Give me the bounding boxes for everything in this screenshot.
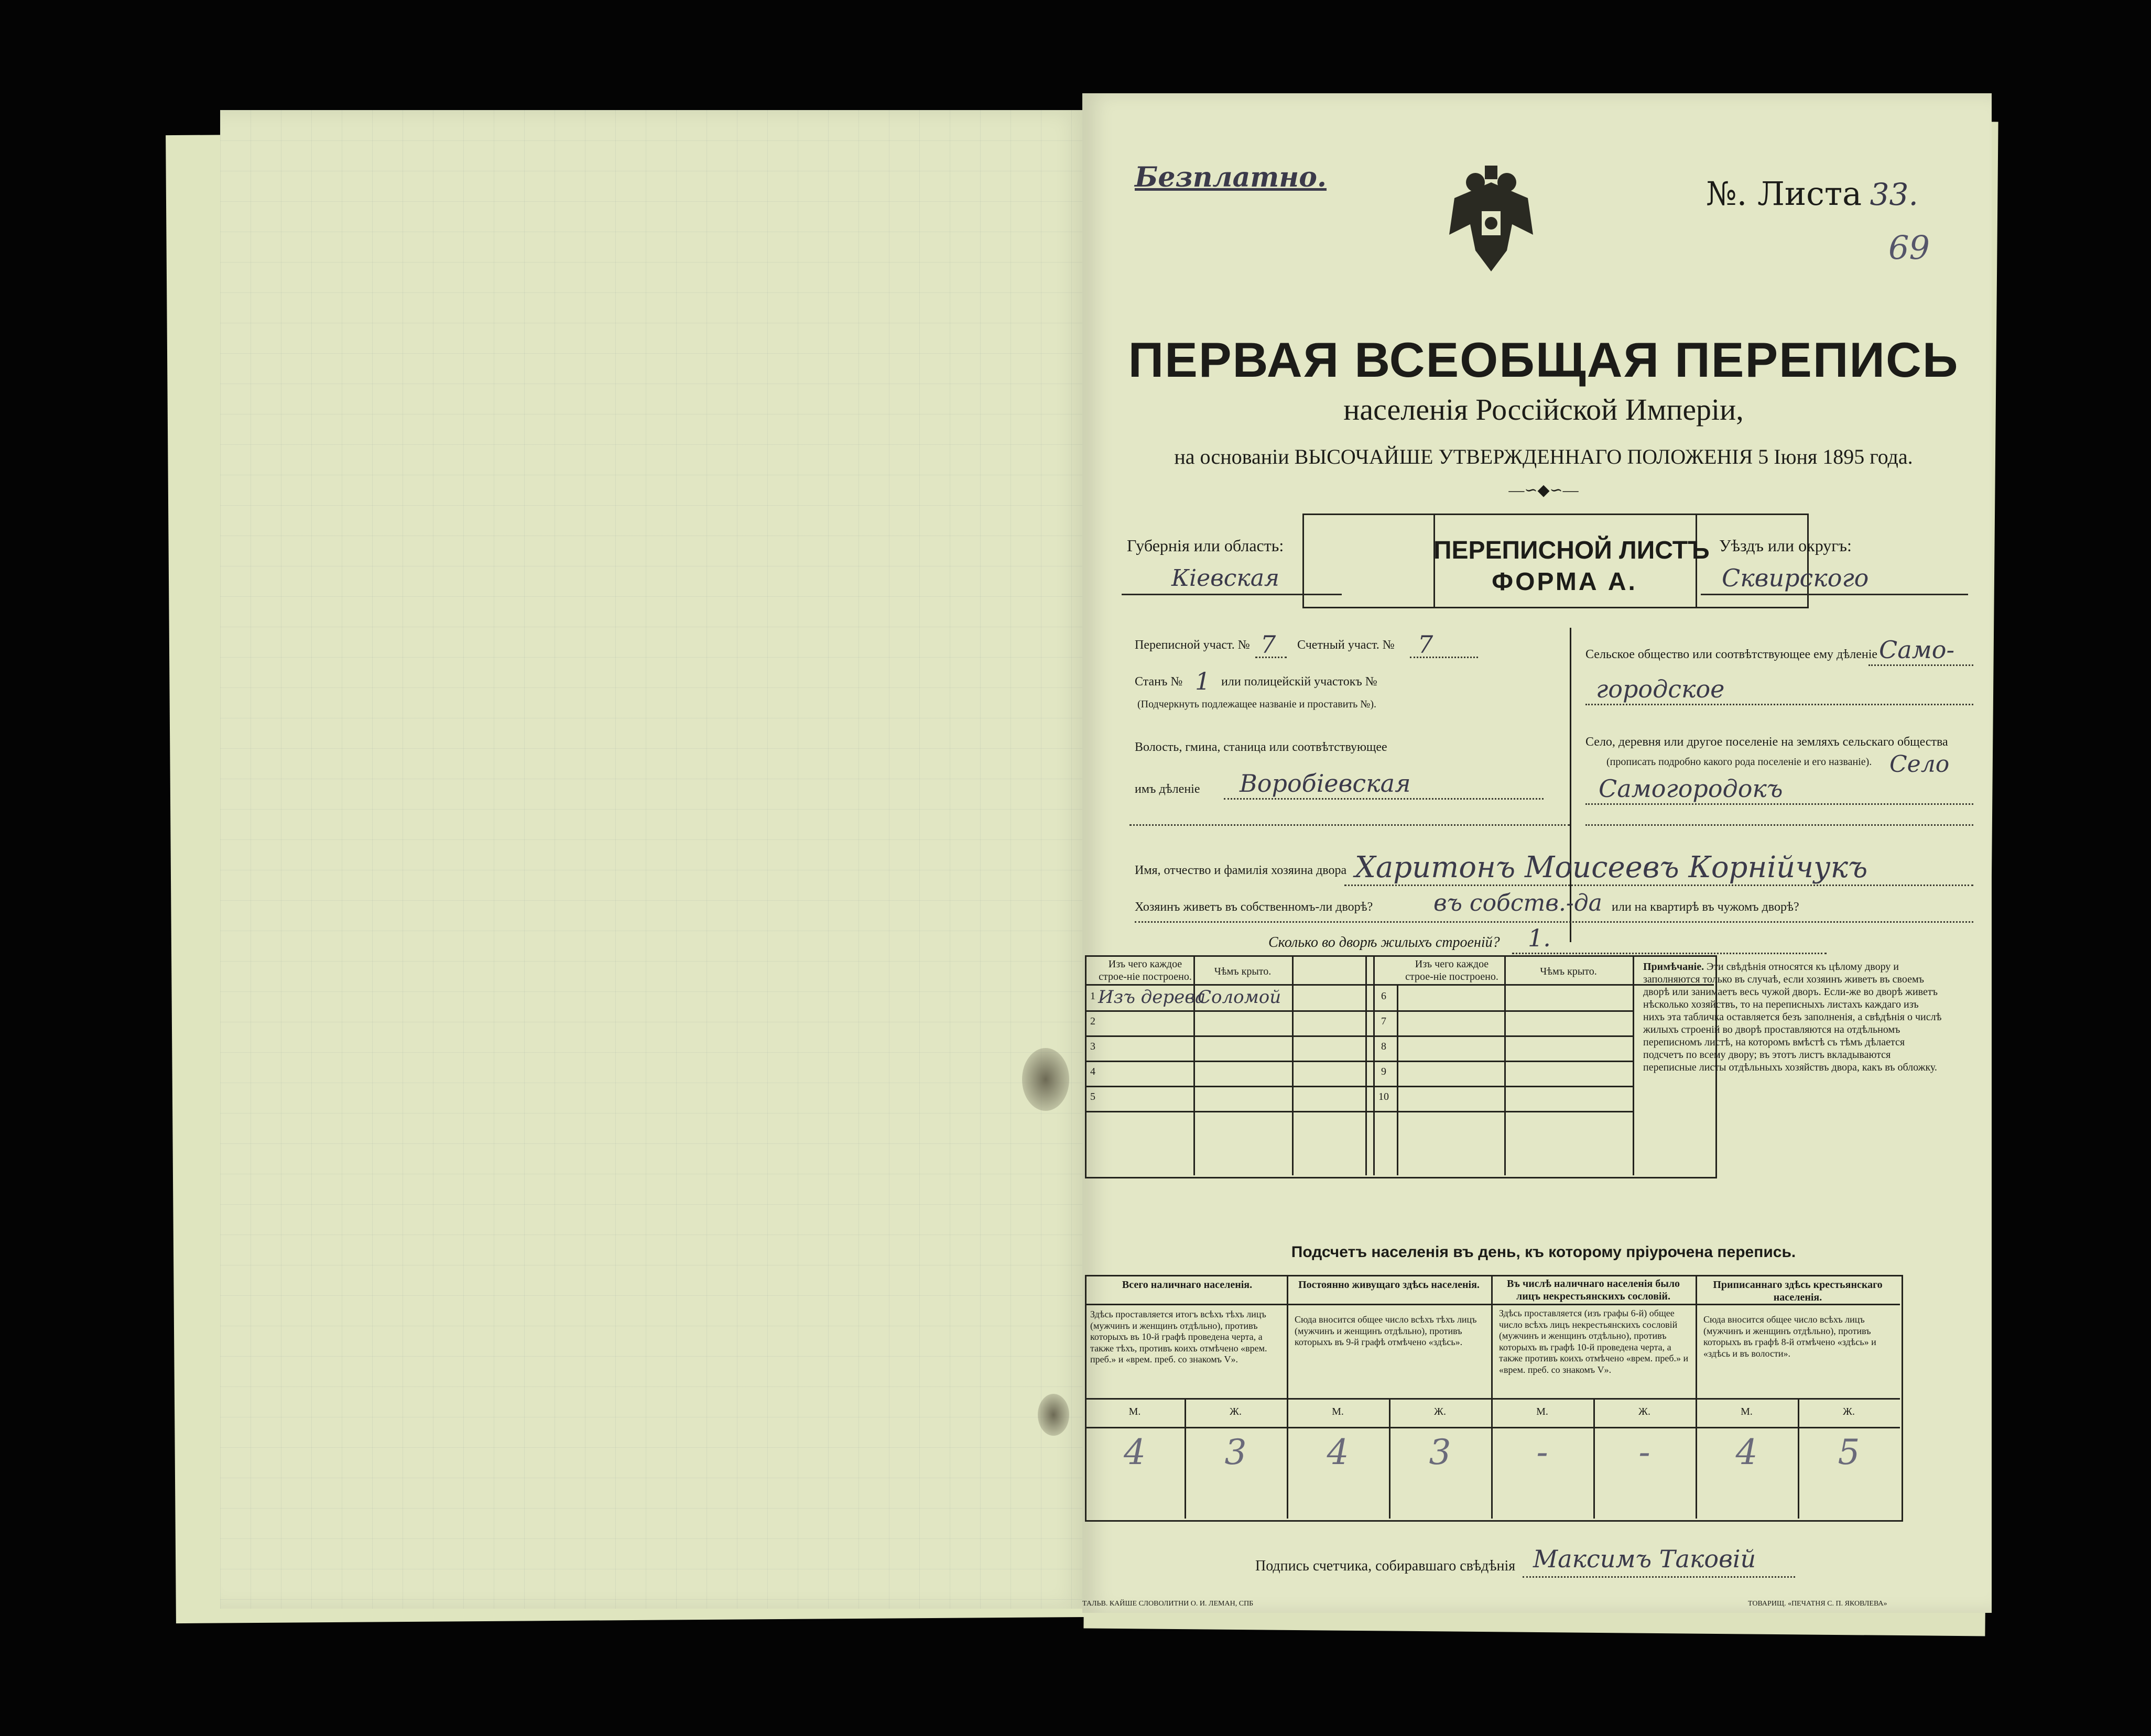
stan-value: 1: [1195, 667, 1211, 695]
col-material-header-2: Изъ чего каждое строе-ніе построено.: [1405, 958, 1498, 982]
count-col-f-label: Ж.: [1230, 1406, 1242, 1417]
sheet-number-label: №. Листа: [1706, 174, 1862, 213]
gubernia-underline: [1122, 594, 1342, 595]
count-area-label: Счетный участ. №: [1297, 638, 1395, 652]
uezd-value: Сквирского: [1722, 564, 1869, 592]
count-table-title: Подсчетъ населенія въ день, къ которому пріурочена перепись.: [1291, 1243, 1796, 1261]
table-row-num: 8: [1381, 1041, 1386, 1052]
table-rule: [1287, 1275, 1288, 1519]
coat-of-arms-icon: [1444, 161, 1538, 277]
table-row-num: 6: [1381, 990, 1386, 1002]
owner-label: Имя, отчество и фамилія хозяина двора: [1135, 864, 1347, 877]
count-col-desc-nonpeasant: Здѣсь проставляется (изъ графы 6-й) общее число всѣхъ лицъ некрестьянскихъ сословій (мужчинъ и женщинъ отдѣльно), противъ которыхъ въ графѣ 10-й проведена черта, а также противъ коихъ отмѣчено «врем. преб.» и «врем. преб. со знакомъ V».: [1499, 1308, 1689, 1375]
buildings-value: 1.: [1528, 924, 1551, 952]
rural-society-value-2: городское: [1596, 675, 1725, 703]
count-col-f-label: Ж.: [1843, 1406, 1855, 1417]
table-rule: [1696, 1275, 1697, 1519]
count-col-f-label: Ж.: [1434, 1406, 1446, 1417]
table-rule: [1085, 1086, 1633, 1087]
count-value-nonpeasant-f: -: [1638, 1432, 1650, 1472]
uezd-label: Уѣздъ или округъ:: [1719, 536, 1852, 555]
table-rule: [1085, 1427, 1900, 1428]
stan-note: (Подчеркнуть подлежащее названіе и проставить №).: [1137, 698, 1376, 710]
table-rule: [1633, 955, 1634, 1175]
underline: [1585, 803, 1973, 805]
count-value-nonpeasant-m: -: [1536, 1432, 1548, 1472]
table-rule: [1504, 955, 1506, 1175]
printer-right: ТОВАРИЩ. «ПЕЧАТНЯ С. П. ЯКОВЛЕВА»: [1748, 1600, 1887, 1608]
underline: [1224, 798, 1544, 800]
table-row-num: 9: [1381, 1066, 1386, 1077]
free-label: Безплатно.: [1135, 161, 1327, 193]
uezd-underline: [1701, 594, 1968, 595]
table-cell-material: Изъ дерева: [1098, 987, 1206, 1008]
count-col-head-total: Всего наличнаго населенія.: [1122, 1279, 1253, 1291]
table-row-num: 2: [1090, 1016, 1095, 1027]
table-row-num: 3: [1090, 1041, 1095, 1052]
table-row-num: 4: [1090, 1066, 1095, 1077]
underline: [1344, 885, 1973, 886]
col-roof-header-2: Чѣмъ крыто.: [1540, 966, 1597, 977]
count-value-registered-f: 5: [1838, 1432, 1860, 1472]
owner-value: Харитонъ Моисеевъ Корнійчукъ: [1355, 850, 1868, 885]
count-col-desc-total: Здѣсь проставляется итогъ всѣхъ тѣхъ лицъ (мужчинъ и женщинъ отдѣльно), противъ которыхъ въ 10-й графѣ проведена черта, а также тѣхъ, противъ коихъ отмѣчено «врем. преб.» и «врем. преб. со знакомъ V».: [1090, 1309, 1267, 1365]
signature-label: Подпись счетчика, собиравшаго свѣдѣнія: [1255, 1558, 1516, 1574]
owns-value: въ собств.-да: [1433, 890, 1602, 916]
underline: [1585, 704, 1973, 705]
table-rule: [1292, 955, 1294, 1175]
table-rule: [1085, 1035, 1633, 1037]
table-row-num: 10: [1378, 1091, 1389, 1102]
stain: [1038, 1394, 1069, 1436]
underline: [1868, 664, 1973, 666]
count-col-m-label: М.: [1128, 1406, 1141, 1417]
count-area-value: 7: [1418, 630, 1433, 659]
count-value-total-m: 4: [1124, 1432, 1146, 1472]
count-col-head-permanent: Постоянно живущаго здѣсь населенія.: [1298, 1279, 1480, 1291]
underline: [1129, 824, 1570, 826]
table-rule: [1373, 955, 1375, 1175]
stan-label: Станъ №: [1135, 675, 1183, 689]
volost-label-2: имъ дѣленіе: [1135, 782, 1200, 796]
gubernia-value: Кіевская: [1171, 565, 1280, 592]
count-value-registered-m: 4: [1735, 1432, 1758, 1472]
gubernia-label: Губернія или область:: [1127, 536, 1284, 555]
table-row-num: 1: [1090, 990, 1095, 1002]
village-label: Село, деревня или другое поселеніе на земляхъ сельскаго общества: [1585, 735, 1948, 749]
village-value-2: Самогородокъ: [1599, 774, 1783, 803]
sheet-number-value: 33.: [1870, 177, 1918, 212]
page-subtitle: населенія Россійской Имперіи,: [1343, 392, 1744, 427]
table-rule: [1085, 1061, 1633, 1062]
col-material-header: Изъ чего каждое строе-ніе построено.: [1099, 958, 1192, 982]
village-value-1: Село: [1889, 751, 1950, 778]
table-rule: [1085, 1398, 1900, 1400]
table-rule: [1085, 1304, 1900, 1305]
count-value-permanent-m: 4: [1327, 1432, 1349, 1472]
table-rule: [1365, 955, 1367, 1175]
page-title: ПЕРВАЯ ВСЕОБЩАЯ ПЕРЕПИСЬ: [1128, 332, 1959, 387]
census-area-value: 7: [1261, 630, 1276, 659]
table-cell-roof: Соломой: [1198, 987, 1281, 1008]
buildings-note: [1643, 960, 1942, 1074]
count-col-desc-permanent: Сюда вносится общее число всѣхъ тѣхъ лицъ (мужчинъ и женщинъ отдѣльно), противъ которыхъ въ 9-й графѣ отмѣчено «здѣсь».: [1295, 1314, 1477, 1348]
count-col-head-registered: Приписаннаго здѣсь крестьянскаго населенія.: [1713, 1279, 1883, 1303]
note-text: Эти свѣдѣнія относятся къ цѣлому двору и заполняются только въ случаѣ, если хозяинъ живетъ въ своемъ дворѣ или занимаетъ весь чужой дворъ. Если-же во дворѣ живетъ нѣсколько хозяйствъ, то на переписныхъ листахъ каждаго изъ нихъ эта табличка оставляется безъ заполненія, а свѣдѣнія о числѣ жилыхъ строеній во дворѣ проставляются на отдѣльномъ переписномъ листѣ, на которомъ вмѣстѣ съ тѣмъ дѣлается подсчетъ по всему двору; въ этотъ листъ вкладываются переписные листы отдѣльныхъ хозяйствъ двора, какъ въ обложку.: [1643, 961, 1942, 1073]
note-title: Примѣчаніе.: [1643, 961, 1704, 973]
form-label: ФОРМА А.: [1492, 568, 1637, 596]
count-col-f-label: Ж.: [1638, 1406, 1650, 1417]
owns-label: Хозяинъ живетъ въ собственномъ-ли дворѣ?: [1135, 900, 1373, 914]
underline: [1585, 824, 1973, 826]
table-rule: [1491, 1275, 1493, 1519]
census-form-page: [1082, 93, 1992, 1613]
underline: [1135, 921, 1973, 923]
signature-value: Максимъ Таковій: [1533, 1545, 1756, 1573]
underline: [1255, 657, 1287, 658]
col-roof-header: Чѣмъ крыто.: [1214, 966, 1272, 977]
rent-label: или на квартирѣ въ чужомъ дворѣ?: [1612, 900, 1799, 914]
underline: [1410, 657, 1478, 658]
table-row-num: 7: [1381, 1016, 1386, 1027]
archive-page-number: 69: [1888, 228, 1930, 267]
underline: [1512, 953, 1827, 954]
left-page: [220, 110, 1089, 1609]
sheet-title: ПЕРЕПИСНОЙ ЛИСТЪ: [1433, 537, 1710, 564]
sheet-number: [1706, 174, 1918, 213]
stain: [1022, 1048, 1069, 1111]
count-col-head-nonpeasant: Въ числѣ наличнаго населенія было лицъ некрестьянскихъ сословій.: [1506, 1278, 1680, 1302]
census-area-label: Переписной участ. №: [1135, 638, 1250, 652]
printer-left: ТАЛЬВ. КАЙШЕ СЛОВОЛИТНИ О. И. ЛЕМАН, СПБ: [1082, 1600, 1254, 1608]
ornament: —∽◆∽—: [1508, 482, 1579, 499]
table-rule: [1085, 984, 1714, 986]
count-value-permanent-f: 3: [1429, 1432, 1451, 1472]
volost-label-1: Волость, гмина, станица или соотвѣтствующее: [1135, 740, 1387, 754]
table-rule: [1085, 1010, 1633, 1012]
count-col-desc-registered: Сюда вносится общее число всѣхъ лицъ (мужчинъ и женщинъ отдѣльно), противъ которыхъ въ графѣ 8-й отмѣчено «здѣсь» и «здѣсь и въ волости».: [1703, 1314, 1876, 1359]
rural-society-label: Сельское общество или соотвѣтствующее ему дѣленіе: [1585, 648, 1878, 661]
buildings-label: Сколько во дворѣ жилыхъ строеній?: [1268, 934, 1500, 951]
village-note: (прописать подробно какого рода поселеніе и его названіе).: [1606, 756, 1872, 768]
table-rule: [1085, 1111, 1633, 1112]
rural-society-value-1: Само-: [1879, 636, 1954, 664]
count-col-m-label: М.: [1332, 1406, 1344, 1417]
underline: [1523, 1576, 1795, 1578]
police-label: или полицейскій участокъ №: [1221, 675, 1377, 689]
count-col-m-label: М.: [1536, 1406, 1548, 1417]
legal-basis: на основаніи ВЫСОЧАЙШЕ УТВЕРЖДЕННАГО ПОЛОЖЕНІЯ 5 Іюня 1895 года.: [1174, 445, 1913, 468]
count-col-m-label: М.: [1741, 1406, 1753, 1417]
table-rule: [1397, 984, 1398, 1175]
volost-value: Воробіевская: [1240, 769, 1411, 798]
table-row-num: 5: [1090, 1091, 1095, 1102]
count-value-total-f: 3: [1224, 1432, 1247, 1472]
